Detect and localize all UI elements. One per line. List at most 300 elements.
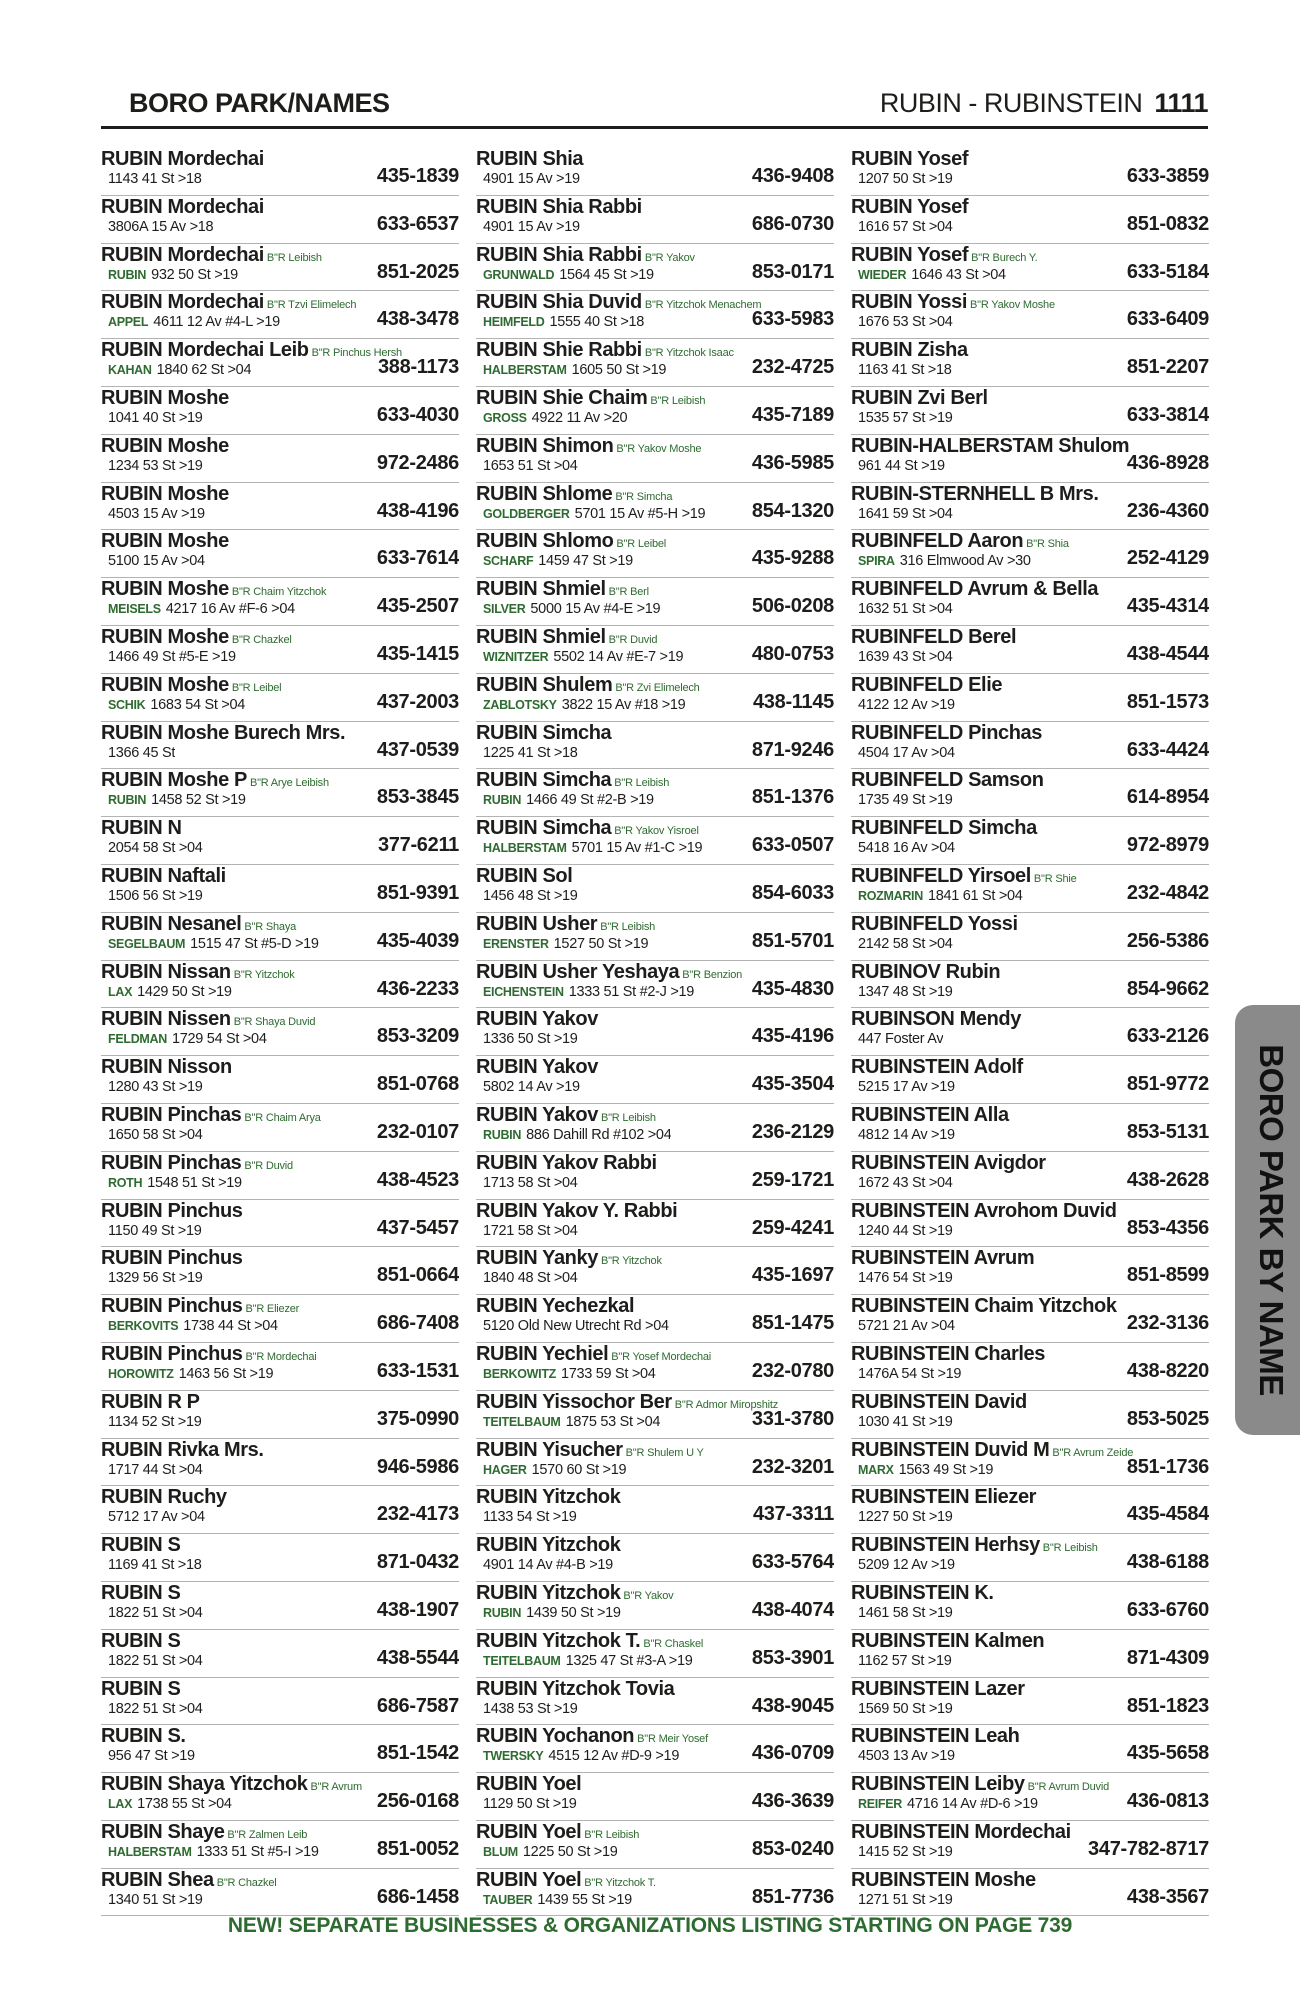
listing-name: RUBIN Mordechai Leib: [101, 339, 309, 362]
listing-phone: 851-7736: [751, 1885, 834, 1908]
listing-spouse-family: KAHAN: [108, 363, 152, 378]
listing-phone: 435-9288: [751, 547, 834, 570]
listing-name: RUBIN S.: [101, 1725, 186, 1748]
listing-address: 1225 41 St >18: [483, 744, 578, 761]
listing-phone: 851-1736: [1126, 1455, 1209, 1478]
listing-phone: 851-5701: [751, 929, 834, 952]
listing-address-line: [108, 1747, 195, 1765]
listing-spouse-family: WIEDER: [858, 267, 907, 282]
listing-name: RUBIN S: [101, 1534, 181, 1557]
listing-address: 5120 Old New Utrecht Rd >04: [483, 1318, 669, 1335]
listing-entry: [101, 626, 459, 674]
listing-spouse-family: LAX: [108, 1797, 133, 1812]
listing-entry: [476, 1343, 834, 1391]
listing-entry: [851, 1247, 1209, 1295]
listing-entry: [101, 1486, 459, 1534]
listing-name: RUBIN Pinchus: [101, 1295, 243, 1318]
listing-address: 4503 15 Av >19: [108, 505, 205, 522]
listing-entry: [476, 1582, 834, 1630]
listing-address: 1632 51 St >04: [858, 601, 953, 618]
listing-address: 886 Dahill Rd #102 >04: [526, 1126, 672, 1143]
listing-address: 4901 15 Av >19: [483, 171, 580, 187]
listing-address-line: [858, 1461, 993, 1479]
listing-address: 1476 54 St >19: [858, 1270, 953, 1287]
listing-address-line: [483, 887, 578, 905]
listing-name: RUBINSTEIN Leiby: [851, 1773, 1025, 1796]
listing-address-line: [108, 457, 203, 475]
listing-entry: [101, 1773, 459, 1821]
listing-name: RUBIN Yakov: [476, 1056, 598, 1079]
listing-name-line: [851, 722, 1042, 744]
listing-phone: 438-3478: [376, 308, 459, 331]
listing-phone: 851-0832: [1126, 212, 1209, 235]
listing-phone: 633-2126: [1126, 1025, 1209, 1048]
listing-entry: [101, 1439, 459, 1487]
listing-phone: 633-6760: [1126, 1598, 1209, 1621]
listing-address-line: [108, 1843, 319, 1861]
listing-entry: [851, 1104, 1209, 1152]
listing-parent-note: B"R Chazkel: [216, 1876, 277, 1889]
listing-address: 4716 14 Av #D-6 >19: [907, 1796, 1038, 1813]
listing-address: 932 50 St >19: [151, 266, 238, 283]
listing-name: RUBIN Shia Rabbi: [476, 195, 642, 218]
listing-name-line: [101, 1486, 227, 1508]
listing-phone: 438-6188: [1126, 1551, 1209, 1574]
listing-name-line: [851, 387, 988, 409]
listing-address-line: [483, 935, 648, 953]
listing-name: RUBINFELD Elie: [851, 673, 1003, 696]
listing-phone: 438-1907: [376, 1598, 459, 1621]
listing-name-line: [851, 1869, 1036, 1891]
listing-name: RUBIN Pinchus: [101, 1247, 243, 1270]
listing-name: RUBINSTEIN David: [851, 1390, 1027, 1413]
listing-address-line: [483, 1795, 577, 1813]
listing-phone: 480-0753: [751, 642, 834, 665]
listing-address-line: [858, 361, 952, 379]
listing-name: RUBIN Usher: [476, 912, 598, 935]
listing-phone: 854-6033: [751, 881, 834, 904]
listing-address: 1713 58 St >04: [483, 1174, 578, 1191]
listing-entry: [851, 865, 1209, 913]
listing-spouse-family: RUBIN: [108, 267, 147, 282]
listing-address: 1133 54 St >19: [483, 1509, 577, 1526]
listing-address: 5701 15 Av #1-C >19: [571, 840, 703, 857]
listing-entry: [851, 339, 1209, 387]
listing-address-line: [108, 600, 295, 618]
listing-phone: 633-3814: [1126, 403, 1209, 426]
listing-address: 1280 43 St >19: [108, 1079, 203, 1096]
listing-name: RUBIN Yakov Y. Rabbi: [476, 1199, 678, 1222]
listing-name-line: [101, 148, 264, 170]
listing-name: RUBINFELD Samson: [851, 769, 1044, 792]
listing-entry: [476, 1821, 834, 1869]
listing-parent-note: B"R Shaya Duvid: [233, 1016, 316, 1029]
listing-name-line: [476, 1486, 620, 1508]
listing-address-line: [858, 266, 1006, 284]
listing-name-line: [851, 769, 1044, 791]
listing-address-line: [483, 983, 694, 1001]
listing-phone: 435-4830: [751, 977, 834, 1000]
listing-name: RUBIN Yossi: [851, 291, 968, 314]
listing-address-line: [858, 1413, 953, 1431]
listing-name-line: [851, 961, 1000, 983]
listing-entry: [101, 1056, 459, 1104]
listing-parent-note: B"R Duvid: [608, 633, 658, 646]
listing-entry: [476, 1295, 834, 1343]
listing-name: RUBIN Moshe P: [101, 769, 247, 792]
listing-address-line: [108, 1700, 203, 1718]
listing-name-line: [476, 722, 611, 744]
listing-name: RUBIN Nisson: [101, 1056, 232, 1079]
listing-name-line: [851, 1343, 1045, 1365]
listing-name: RUBIN Yoel: [476, 1820, 582, 1843]
listing-spouse-family: ERENSTER: [483, 936, 549, 951]
listing-address-line: [483, 1700, 578, 1718]
listing-phone: 436-3639: [751, 1790, 834, 1813]
listing-entry: [476, 196, 834, 244]
listing-name: RUBINFELD Simcha: [851, 817, 1037, 840]
listing-parent-note: B"R Pinchus Hersh: [311, 347, 402, 360]
listing-name: RUBIN S: [101, 1677, 181, 1700]
listing-address-line: [858, 1604, 953, 1622]
listing-phone: 438-4196: [376, 499, 459, 522]
listing-phone: 633-5764: [751, 1551, 834, 1574]
listing-address-line: [108, 361, 251, 379]
listing-entry: [101, 1152, 459, 1200]
listing-entry: [476, 387, 834, 435]
listing-entry: [851, 1869, 1209, 1917]
listing-name: RUBINSTEIN Avrohom Duvid: [851, 1199, 1117, 1222]
listing-entry: [476, 1725, 834, 1773]
listing-phone: 438-4523: [376, 1168, 459, 1191]
listing-parent-note: B"R Yitzchok Isaac: [644, 347, 734, 360]
listing-phone: 972-8979: [1126, 834, 1209, 857]
listing-name-line: [851, 1582, 994, 1604]
listing-name-line: [101, 1630, 180, 1652]
listing-address: 5721 21 Av >04: [858, 1318, 955, 1335]
listing-parent-note: B"R Chazkel: [231, 633, 292, 646]
listing-address-line: [858, 600, 953, 618]
listing-address: 5802 14 Av >19: [483, 1079, 580, 1096]
listing-entry: [101, 1295, 459, 1343]
listing-entry: [101, 865, 459, 913]
listing-spouse-family: REIFER: [858, 1797, 903, 1812]
listing-address: 1207 50 St >19: [858, 171, 953, 187]
listing-entry: [101, 1343, 459, 1391]
listing-entry: [476, 817, 834, 865]
listing-address-line: [483, 361, 666, 379]
listing-spouse-family: HEIMFELD: [483, 315, 545, 330]
listing-address-line: [108, 983, 232, 1001]
listing-entry: [851, 769, 1209, 817]
listing-address-line: [108, 1556, 202, 1574]
listing-name: RUBIN Shmiel: [476, 578, 606, 601]
listing-name-line: [476, 1008, 598, 1030]
listing-address-line: [108, 1126, 203, 1144]
listing-name: RUBIN S: [101, 1629, 181, 1652]
listing-address: 1721 58 St >04: [483, 1222, 578, 1239]
listing-address: 1461 58 St >19: [858, 1604, 953, 1621]
listing-address-line: [858, 744, 955, 762]
listing-phone: 232-4725: [751, 356, 834, 379]
listing-address-line: [858, 1030, 943, 1048]
listing-entry: [851, 387, 1209, 435]
listing-entry: [101, 196, 459, 244]
listing-phone: 438-4074: [751, 1598, 834, 1621]
listing-entry: [851, 817, 1209, 865]
listing-address: 1143 41 St >18: [108, 171, 202, 187]
listing-phone: 436-0709: [751, 1742, 834, 1765]
listing-phone: 347-782-8717: [1088, 1837, 1209, 1860]
listing-phone: 851-9772: [1126, 1073, 1209, 1096]
listing-spouse-family: LAX: [108, 984, 133, 999]
listing-address: 1415 52 St >19: [858, 1843, 953, 1860]
listing-name-line: [851, 913, 1018, 935]
listing-entry: [476, 1391, 834, 1439]
listing-parent-note: B"R Chaim Yitzchok: [231, 586, 327, 599]
listing-address: 1822 51 St >04: [108, 1604, 203, 1621]
listing-name-line: [851, 817, 1037, 839]
listing-phone: 435-1415: [376, 642, 459, 665]
listing-name: RUBIN Yitzchok T.: [476, 1629, 641, 1652]
listing-phone: 851-1376: [751, 786, 834, 809]
listing-phone: 435-1839: [376, 165, 459, 187]
listing-parent-note: B"R Yitzchok: [600, 1255, 662, 1268]
listing-phone: 853-3209: [376, 1025, 459, 1048]
listing-entry: [101, 483, 459, 531]
listing-address: 1333 51 St #5-I >19: [196, 1843, 319, 1860]
listing-address: 5712 17 Av >04: [108, 1509, 205, 1526]
listing-address: 1738 55 St >04: [137, 1796, 232, 1813]
listing-phone: 853-4356: [1126, 1216, 1209, 1239]
listing-name-line: [851, 578, 1098, 600]
listing-name: RUBIN Nesanel: [101, 912, 242, 935]
listing-address: 1605 50 St >19: [571, 362, 667, 379]
listing-spouse-family: HOROWITZ: [108, 1366, 174, 1381]
listing-parent-note: B"R Yosef Mordechai: [611, 1350, 712, 1363]
listing-name-line: [851, 1152, 1046, 1174]
listing-entry: [101, 530, 459, 578]
listing-name-line: [851, 1247, 1034, 1269]
listing-address-line: [858, 935, 953, 953]
listing-name: RUBIN Shia Duvid: [476, 291, 642, 314]
listing-entry: [101, 674, 459, 722]
listing-entry: [851, 435, 1209, 483]
listing-name: RUBINOV Rubin: [851, 960, 1001, 983]
listing-address: 3822 15 Av #18 >19: [561, 696, 686, 713]
listing-phone: 331-3780: [751, 1407, 834, 1430]
listing-name-line: [101, 1391, 200, 1413]
listing-address: 1506 56 St >19: [108, 887, 203, 904]
listing-phone: 437-2003: [376, 690, 459, 713]
listing-address: 1129 50 St >19: [483, 1796, 577, 1813]
listing-entry: [101, 244, 459, 292]
listing-phone: 871-9246: [751, 738, 834, 761]
listing-address-line: [108, 313, 280, 331]
listing-phone: 853-0240: [751, 1837, 834, 1860]
listing-parent-note: B"R Admor Miropshitz: [674, 1398, 779, 1411]
listing-address-line: [483, 1365, 656, 1383]
listing-phone: 946-5986: [376, 1455, 459, 1478]
listing-parent-note: B"R Leibish: [1042, 1542, 1098, 1555]
listing-phone: 633-7614: [376, 547, 459, 570]
listing-entry: [101, 291, 459, 339]
listing-parent-note: B"R Yitzchok T.: [584, 1876, 656, 1889]
listing-address: 1134 52 St >19: [108, 1413, 202, 1430]
listing-address: 1738 44 St >04: [183, 1318, 278, 1335]
listing-phone: 437-5457: [376, 1216, 459, 1239]
listing-parent-note: B"R Chaim Arya: [244, 1111, 321, 1124]
listing-entry: [476, 913, 834, 961]
listing-address-line: [858, 1700, 953, 1718]
listing-parent-note: B"R Leibish: [266, 251, 322, 264]
listing-address: 1822 51 St >04: [108, 1652, 203, 1669]
listing-address: 2142 58 St >04: [858, 935, 953, 952]
listing-address: 1333 51 St #2-J >19: [568, 983, 695, 1000]
listing-name: RUBIN Yosef: [851, 243, 969, 266]
listing-entry: [101, 1247, 459, 1295]
listing-address-line: [108, 218, 213, 236]
listing-address-line: [858, 696, 955, 714]
listing-phone: 854-1320: [751, 499, 834, 522]
listing-address: 5418 16 Av >04: [858, 840, 955, 857]
listing-name: RUBIN Ruchy: [101, 1486, 227, 1509]
listing-phone: 851-2207: [1126, 356, 1209, 379]
page-number: 1111: [1154, 88, 1208, 118]
listing-parent-note: B"R Leibish: [600, 1111, 656, 1124]
listing-name-line: [851, 196, 968, 218]
listing-address-line: [858, 409, 953, 427]
listing-address-line: [108, 1269, 203, 1287]
listing-address-line: [858, 313, 953, 331]
listing-address: 961 44 St >19: [858, 457, 945, 474]
listing-entry: [851, 1152, 1209, 1200]
listing-phone: 435-5658: [1126, 1742, 1209, 1765]
listing-entry: [476, 1008, 834, 1056]
listing-address-line: [858, 1365, 961, 1383]
listing-address-line: [108, 1030, 267, 1048]
listing-name: RUBIN Moshe: [101, 673, 229, 696]
listing-address-line: [858, 170, 953, 188]
listing-address-line: [483, 648, 683, 666]
listing-phone: 851-0768: [376, 1073, 459, 1096]
listing-phone: 438-4544: [1126, 642, 1209, 665]
listing-spouse-family: GRUNWALD: [483, 267, 555, 282]
listing-address-line: [108, 1317, 278, 1335]
listing-address: 4812 14 Av >19: [858, 1126, 955, 1143]
listing-address: 1240 44 St >19: [858, 1222, 953, 1239]
listing-entry: [101, 913, 459, 961]
listing-phone: 256-5386: [1126, 929, 1209, 952]
listing-address: 5000 15 Av #4-E >19: [530, 601, 661, 618]
listing-entry: [476, 1486, 834, 1534]
listing-address-line: [858, 552, 1031, 570]
listing-entry: [476, 483, 834, 531]
listing-entry: [101, 1582, 459, 1630]
listing-entry: [101, 817, 459, 865]
listing-address-line: [483, 1747, 679, 1765]
listing-parent-note: B"R Shaya: [244, 920, 297, 933]
listing-phone: 232-4842: [1126, 881, 1209, 904]
listing-entry: [101, 339, 459, 387]
listing-address: 1041 40 St >19: [108, 409, 203, 426]
listing-spouse-family: BERKOVITS: [108, 1319, 179, 1334]
listing-entry: [851, 1534, 1209, 1582]
listing-parent-note: B"R Avrum Duvid: [1027, 1781, 1110, 1794]
listing-name-line: [101, 387, 229, 409]
listing-name-line: [101, 435, 229, 457]
listing-address-line: [108, 170, 202, 188]
listing-entry: [851, 244, 1209, 292]
listing-entry: [851, 578, 1209, 626]
listing-entry: [476, 1152, 834, 1200]
listing-spouse-family: GROSS: [483, 410, 527, 425]
listing-phone: 388-1173: [377, 356, 459, 379]
listing-address-line: [108, 1078, 203, 1096]
listing-address-line: [858, 1843, 953, 1861]
listing-address: 1163 41 St >18: [858, 362, 952, 379]
listing-address: 1570 60 St >19: [531, 1461, 627, 1478]
listing-name-line: [101, 1247, 242, 1269]
listing-phone: 436-5985: [751, 451, 834, 474]
listing-phone: 633-5184: [1126, 260, 1209, 283]
listing-address: 4122 12 Av >19: [858, 696, 955, 713]
listing-entry: [476, 1630, 834, 1678]
listing-entry: [851, 1391, 1209, 1439]
listing-name-line: [101, 196, 264, 218]
listing-spouse-family: RUBIN: [483, 1605, 522, 1620]
listing-address: 1717 44 St >04: [108, 1461, 203, 1478]
listing-entry: [101, 1008, 459, 1056]
listing-address: 1733 59 St >04: [560, 1365, 656, 1382]
listing-name: RUBIN Moshe: [101, 434, 229, 457]
listing-entry: [101, 769, 459, 817]
listing-name-line: [476, 196, 642, 218]
listing-phone: 438-8220: [1126, 1359, 1209, 1382]
listing-name: RUBIN Yitzchok Tovia: [476, 1677, 675, 1700]
listing-entry: [101, 435, 459, 483]
listing-name-line: [851, 339, 968, 361]
listing-address: 1466 49 St #5-E >19: [108, 648, 236, 665]
footer-notice: NEW! SEPARATE BUSINESSES & ORGANIZATIONS LISTING STARTING ON PAGE 739: [227, 1914, 1073, 1937]
listing-name: RUBIN Simcha: [476, 721, 612, 744]
listing-address-line: [858, 887, 1023, 905]
listing-parent-note: B"R Leibel: [231, 681, 282, 694]
listing-entry: [851, 1056, 1209, 1104]
listing-address-line: [483, 552, 633, 570]
listing-parent-note: B"R Benzion: [682, 968, 743, 981]
listing-phone: 851-1542: [376, 1742, 459, 1765]
listing-name-line: [476, 1678, 674, 1700]
listing-spouse-family: SPIRA: [858, 554, 895, 569]
listing-entry: [476, 1439, 834, 1487]
listing-parent-note: B"R Arye Leibish: [249, 777, 329, 790]
listing-name: RUBIN Zisha: [851, 339, 968, 362]
listing-name: RUBIN Yanky: [476, 1247, 598, 1270]
listing-name: RUBINSTEIN Eliezer: [851, 1486, 1037, 1509]
listing-phone: 436-8928: [1126, 451, 1209, 474]
listing-name-line: [851, 1008, 1021, 1030]
listing-address: 1466 49 St #2-B >19: [526, 792, 654, 809]
listing-name: RUBIN Pinchas: [101, 1103, 242, 1126]
listing-entry: [851, 196, 1209, 244]
listing-name: RUBIN Rivka Mrs.: [101, 1438, 264, 1461]
listing-address-line: [858, 1747, 955, 1765]
listing-entry: [476, 722, 834, 770]
name-range: RUBIN - RUBINSTEIN: [879, 88, 1143, 118]
listing-spouse-family: SILVER: [483, 602, 526, 617]
listing-spouse-family: GOLDBERGER: [483, 506, 570, 521]
